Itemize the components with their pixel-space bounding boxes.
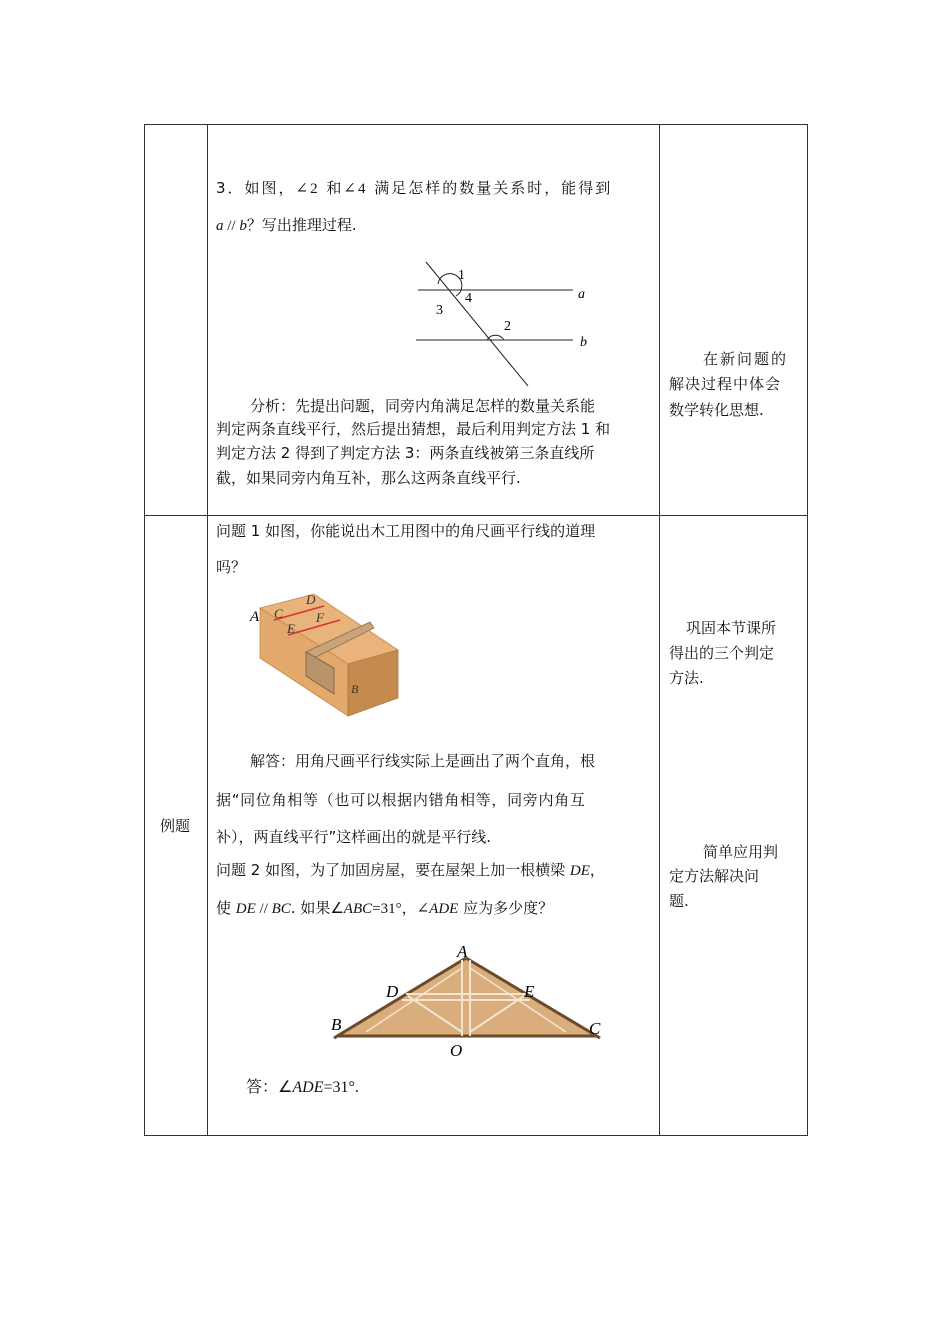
q2-de-2: DE (235, 901, 256, 917)
analysis-line1: 分析：先提出问题，同旁内角满足怎样的数量关系能 (250, 397, 596, 415)
q2-text-b: ， (589, 861, 605, 879)
roof-label-E: E (524, 982, 535, 1001)
problem-3-question-line2 (216, 211, 357, 240)
roof-label-D: D (386, 982, 399, 1001)
note-consolidate-line1: 巩固本节课所 (686, 619, 777, 637)
carpenter-square-figure (244, 586, 404, 718)
q2-text-a: 问题 2 如图，为了加固房屋，要在屋架上加一根横梁 (216, 861, 570, 879)
label-1: 1 (458, 268, 465, 283)
answer2-value: =31°. (323, 1079, 359, 1096)
label-b: b (580, 335, 587, 350)
note-consolidate-line3: 方法. (669, 669, 704, 687)
q2-text-e: 应为多少度？ (458, 899, 554, 917)
roof-label-O: O (450, 1041, 463, 1060)
row-label-examples: 例题 (160, 817, 191, 835)
q2-text-d: . 如果∠ (290, 899, 344, 917)
note-conversion-line2: 解决过程中体会 (669, 375, 782, 393)
roof-label-C: C (589, 1019, 601, 1038)
wood-label-C: C (274, 606, 283, 621)
analysis-line3: 判定方法 2 得到了判定方法 3：两条直线被第三条直线所 (216, 444, 595, 462)
label-2: 2 (504, 319, 511, 334)
q2-parallel: // (255, 901, 272, 917)
note-apply-line1: 简单应用判 (703, 843, 779, 861)
wood-label-E: E (287, 621, 295, 636)
line-b-text: b (239, 218, 247, 234)
label-3: 3 (436, 303, 443, 318)
parallel-symbol: // (223, 218, 240, 234)
label-4: 4 (465, 291, 472, 306)
answer2 (246, 1073, 359, 1102)
answer2-prefix: 答：∠ (246, 1077, 293, 1096)
analysis-line4: 截，如果同旁内角互补，那么这两条直线平行. (216, 469, 521, 487)
row-divider (144, 515, 808, 516)
question-end: ？写出推理过程. (246, 216, 357, 234)
problem-3-question-line1 (216, 174, 612, 203)
analysis-line2: 判定两条直线平行，然后提出猜想，最后利用判定方法 1 和 (216, 420, 611, 438)
label-a: a (578, 287, 585, 302)
wood-label-B: B (351, 682, 359, 696)
question-tail: 满足怎样的数量关系时，能得到 (367, 179, 613, 197)
q2-text-c: 使 (216, 899, 236, 917)
column-divider-2 (659, 124, 660, 1136)
q2-abc: ABC (343, 901, 373, 917)
note-apply-line3: 题. (669, 892, 689, 910)
wood-label-A: A (250, 609, 260, 625)
question1-line2: 吗？ (216, 558, 247, 576)
wood-label-D: D (306, 592, 316, 607)
angle-2-text: ∠2 (295, 181, 320, 197)
note-conversion-line3: 数学转化思想. (669, 401, 764, 419)
column-divider-1 (207, 124, 208, 1136)
problem-number: 3．如图， (216, 179, 296, 197)
answer1-line1: 解答：用角尺画平行线实际上是画出了两个直角，根 (250, 752, 596, 770)
q2-bc: BC (271, 901, 291, 917)
answer1-line3: 补），两直线平行”这样画出的就是平行线. (216, 828, 492, 846)
and-text: 和 (319, 179, 344, 197)
roof-label-B: B (331, 1015, 342, 1034)
q2-value: =31°，∠ (372, 901, 430, 917)
roof-truss-figure (326, 940, 616, 1060)
note-consolidate-line2: 得出的三个判定 (669, 644, 775, 662)
note-conversion-line1: 在新问题的 (703, 350, 789, 368)
note-apply-line2: 定方法解决问 (669, 867, 760, 885)
answer2-ade: ADE (292, 1079, 324, 1096)
answer1-line2: 据“同位角相等（也可以根据内错角相等，同旁内角互 (216, 791, 586, 809)
transversal (426, 262, 528, 386)
question2-line2 (216, 894, 553, 923)
angle-4-text: ∠4 (343, 181, 368, 197)
roof-label-A: A (457, 942, 468, 961)
question2-line1 (216, 856, 605, 885)
question1-line1: 问题 1 如图，你能说出木工用图中的角尺画平行线的道理 (216, 522, 596, 540)
q2-de: DE (569, 863, 590, 879)
wood-label-F: F (316, 610, 324, 625)
q2-ade: ADE (429, 901, 459, 917)
line-a-text: a (216, 218, 224, 234)
parallel-lines-figure (408, 258, 598, 390)
